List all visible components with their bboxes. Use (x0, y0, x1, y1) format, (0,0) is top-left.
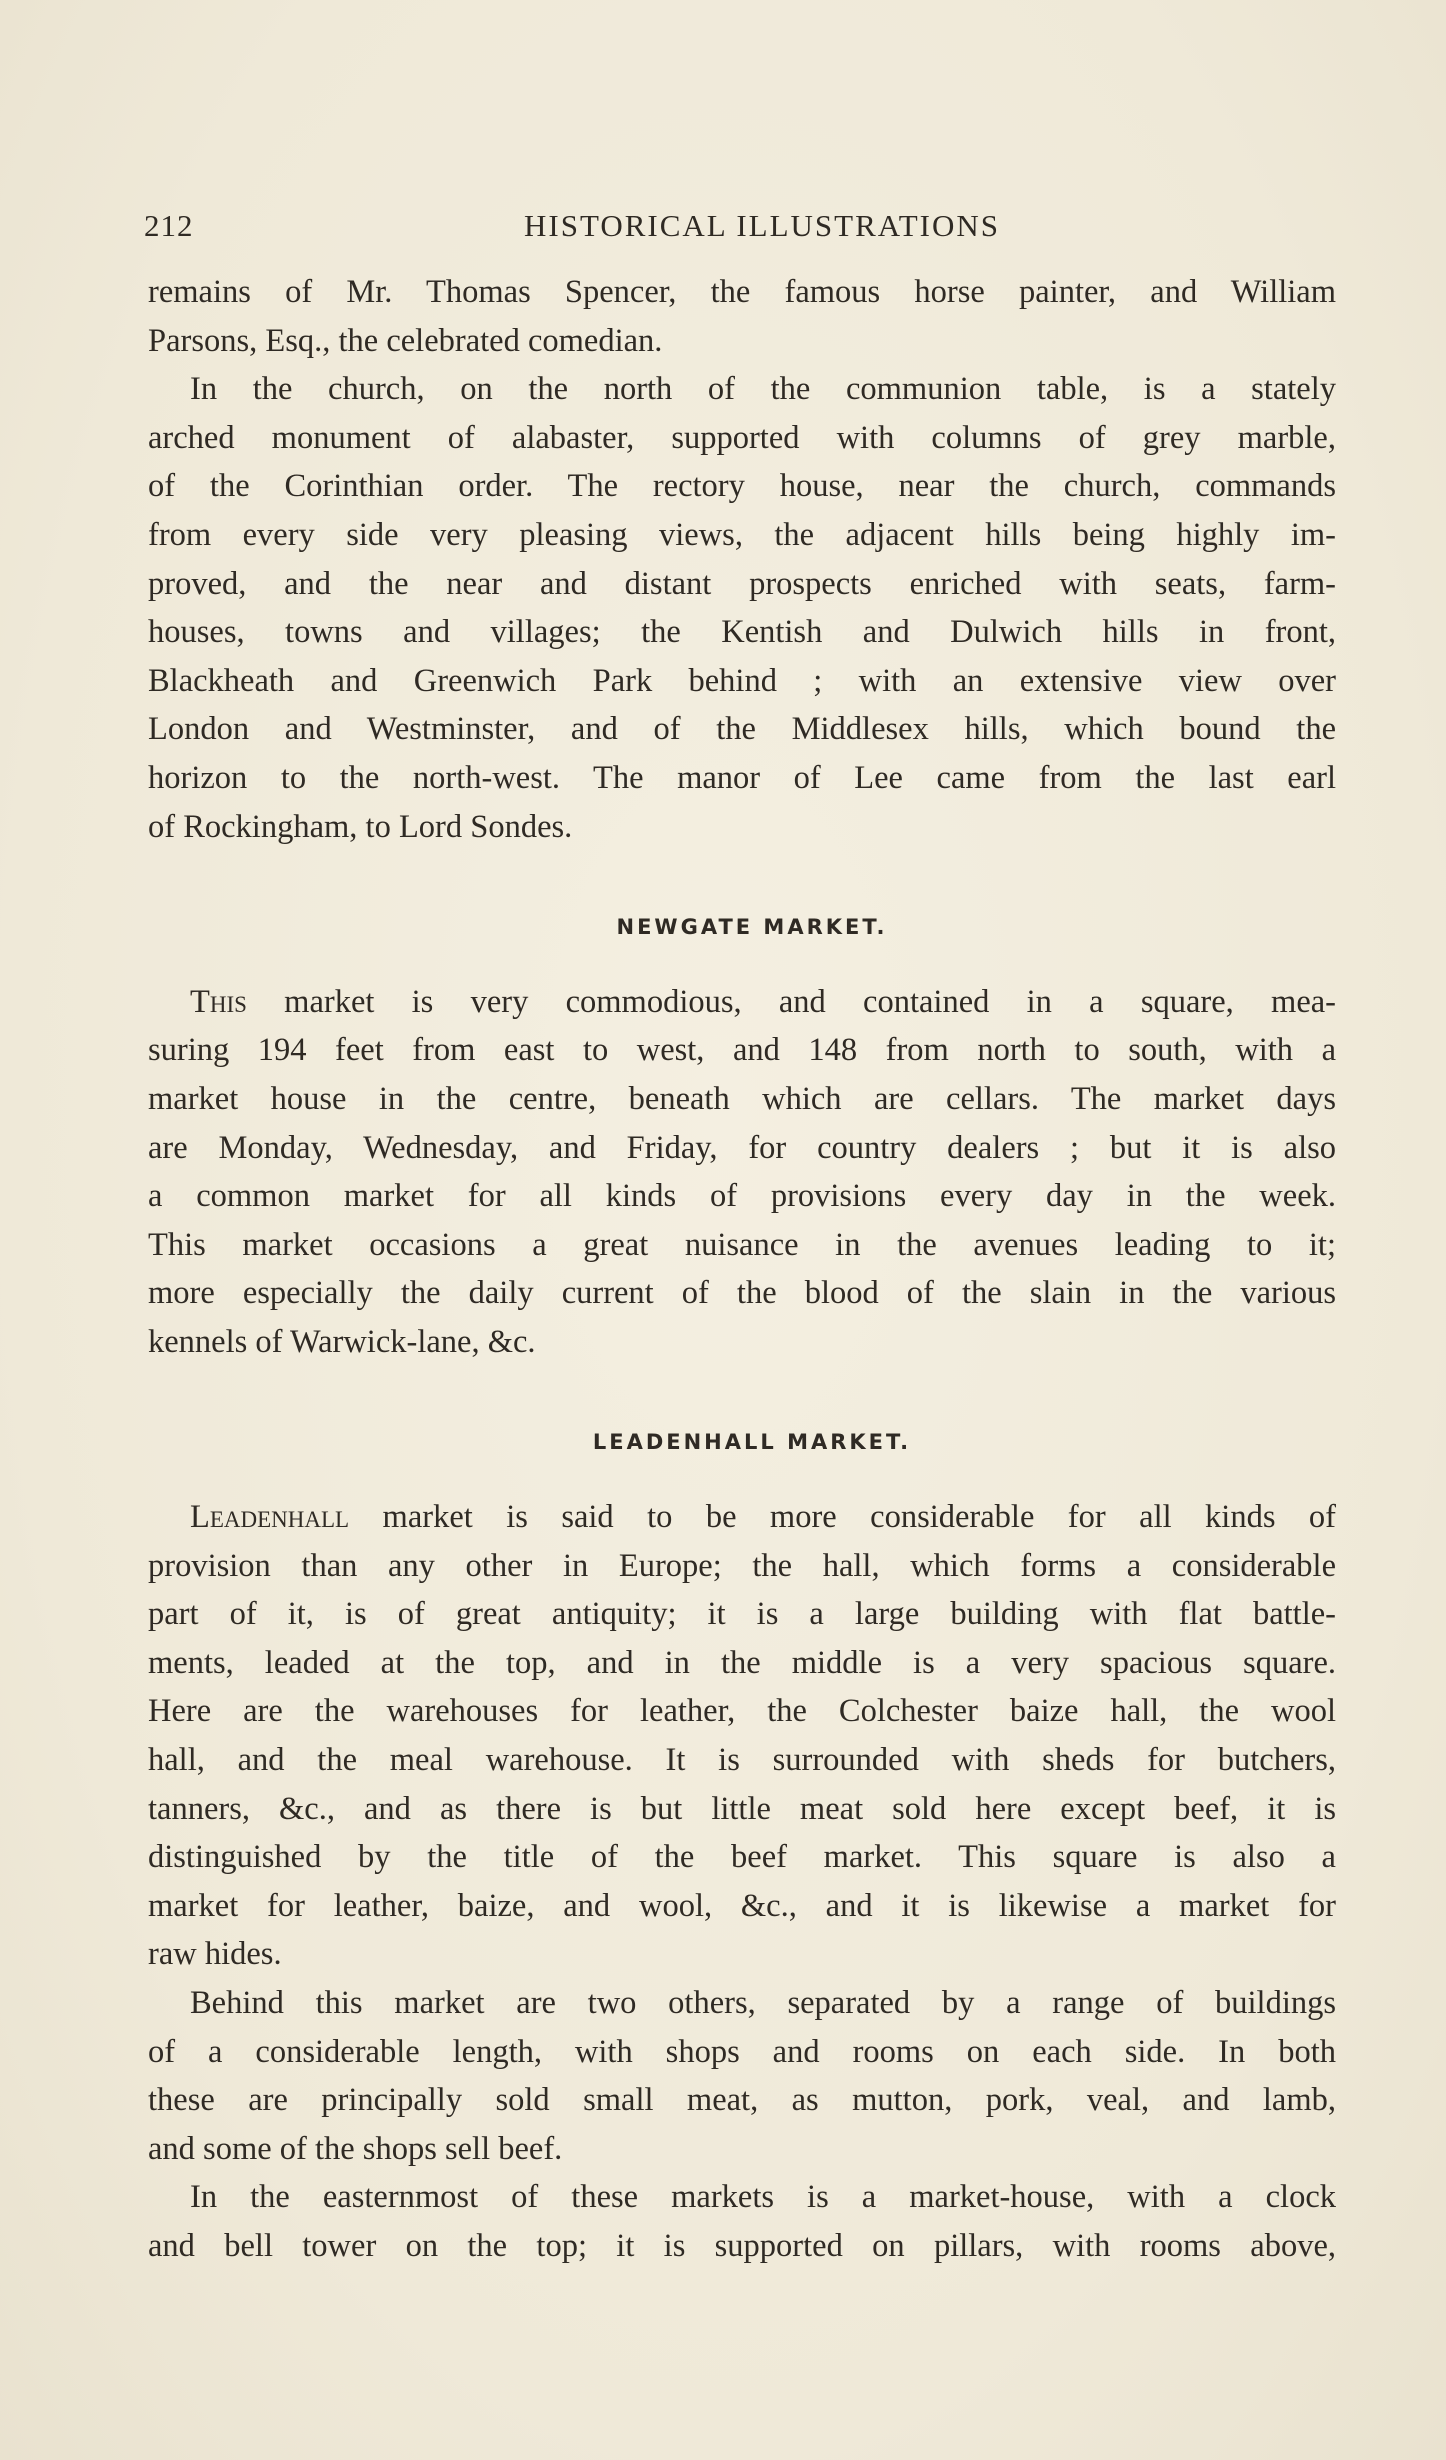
text-line: and bell tower on the top; it is supported on pillars, with rooms above, (148, 2227, 1336, 2264)
text-line: hall, and the meal warehouse. It is surrounded with sheds for butchers, (148, 1742, 1336, 1779)
text-line: market for leather, baize, and wool, &c., and it is likewise a market for (148, 1887, 1336, 1924)
leadenhall-heading: LEADENHALL MARKET. (592, 1430, 912, 1455)
text-line: of Rockingham, to Lord Sondes. (148, 808, 573, 845)
text-fragment: market is said to be more considerable for all kinds of (349, 1499, 1336, 1536)
text-line: these are principally sold small meat, as mutton, pork, veal, and lamb, (148, 2082, 1336, 2119)
text-line: arched monument of alabaster, supported with columns of grey marble, (148, 419, 1336, 456)
page-header (144, 208, 1340, 252)
text-line: This market occasions a great nuisance in the avenues leading to it; (148, 1226, 1336, 1263)
text-line: market house in the centre, beneath which are cellars. The market days (148, 1080, 1336, 1117)
continuation-paragraph (148, 268, 1336, 365)
text-line: part of it, is of great antiquity; it is a large building with flat battle- (148, 1596, 1336, 1633)
running-head: HISTORICAL ILLUSTRATIONS (524, 208, 1000, 243)
body-text (148, 268, 1336, 2271)
text-line: provision than any other in Europe; the hall, which forms a considerable (148, 1547, 1336, 1584)
text-line: houses, towns and villages; the Kentish and Dulwich hills in front, (148, 614, 1336, 651)
text-line (148, 1493, 1336, 1542)
text-line: In the easternmost of these markets is a market-house, with a clock (190, 2179, 1336, 2216)
text-line: from every side very pleasing views, the adjacent hills being highly im- (148, 516, 1336, 553)
text-line: ments, leaded at the top, and in the middle is a very spacious square. (148, 1644, 1336, 1681)
text-line: suring 194 feet from east to west, and 148 from north to south, with a (148, 1032, 1336, 1069)
lead-word: This (190, 983, 247, 1020)
leadenhall-paragraph (148, 1493, 1336, 1979)
text-line: are Monday, Wednesday, and Friday, for country dealers ; but it is also (148, 1129, 1336, 1166)
newgate-paragraph (148, 978, 1336, 1367)
text-line: In the church, on the north of the communion table, is a stately (190, 371, 1336, 408)
text-line: Parsons, Esq., the celebrated comedian. (148, 322, 663, 359)
text-line: kennels of Warwick-lane, &c. (148, 1323, 536, 1360)
text-line: tanners, &c., and as there is but little meat sold here except beef, it is (148, 1790, 1336, 1827)
text-line: proved, and the near and distant prospects enriched with seats, farm- (148, 565, 1336, 602)
text-line: of the Corinthian order. The rectory house, near the church, commands (148, 468, 1336, 505)
text-line: more especially the daily current of the blood of the slain in the various (148, 1275, 1336, 1312)
text-line: Blackheath and Greenwich Park behind ; with an extensive view over (148, 662, 1336, 699)
lead-word: Leadenhall (190, 1499, 350, 1536)
text-line (148, 978, 1336, 1027)
text-fragment: market is very commodious, and contained in a square, mea- (246, 983, 1336, 1020)
easternmost-paragraph (148, 2173, 1336, 2270)
newgate-heading: NEWGATE MARKET. (616, 915, 888, 940)
text-line: Behind this market are two others, separated by a range of buildings (190, 1985, 1336, 2021)
behind-market-paragraph (148, 1979, 1336, 2173)
text-line: remains of Mr. Thomas Spencer, the famous horse painter, and William (148, 274, 1336, 310)
text-line: a common market for all kinds of provisions every day in the week. (148, 1178, 1336, 1215)
text-line: horizon to the north-west. The manor of Lee came from the last earl (148, 759, 1336, 796)
text-line: of a considerable length, with shops and rooms on each side. In both (148, 2033, 1336, 2070)
text-line: raw hides. (148, 1936, 282, 1973)
text-line: London and Westminster, and of the Middlesex hills, which bound the (148, 711, 1336, 748)
text-line: distinguished by the title of the beef market. This square is also a (148, 1839, 1336, 1876)
text-line: and some of the shops sell beef. (148, 2130, 563, 2167)
church-paragraph (148, 365, 1336, 851)
text-line: Here are the warehouses for leather, the Colchester baize hall, the wool (148, 1693, 1336, 1730)
page-number: 212 (144, 208, 194, 243)
